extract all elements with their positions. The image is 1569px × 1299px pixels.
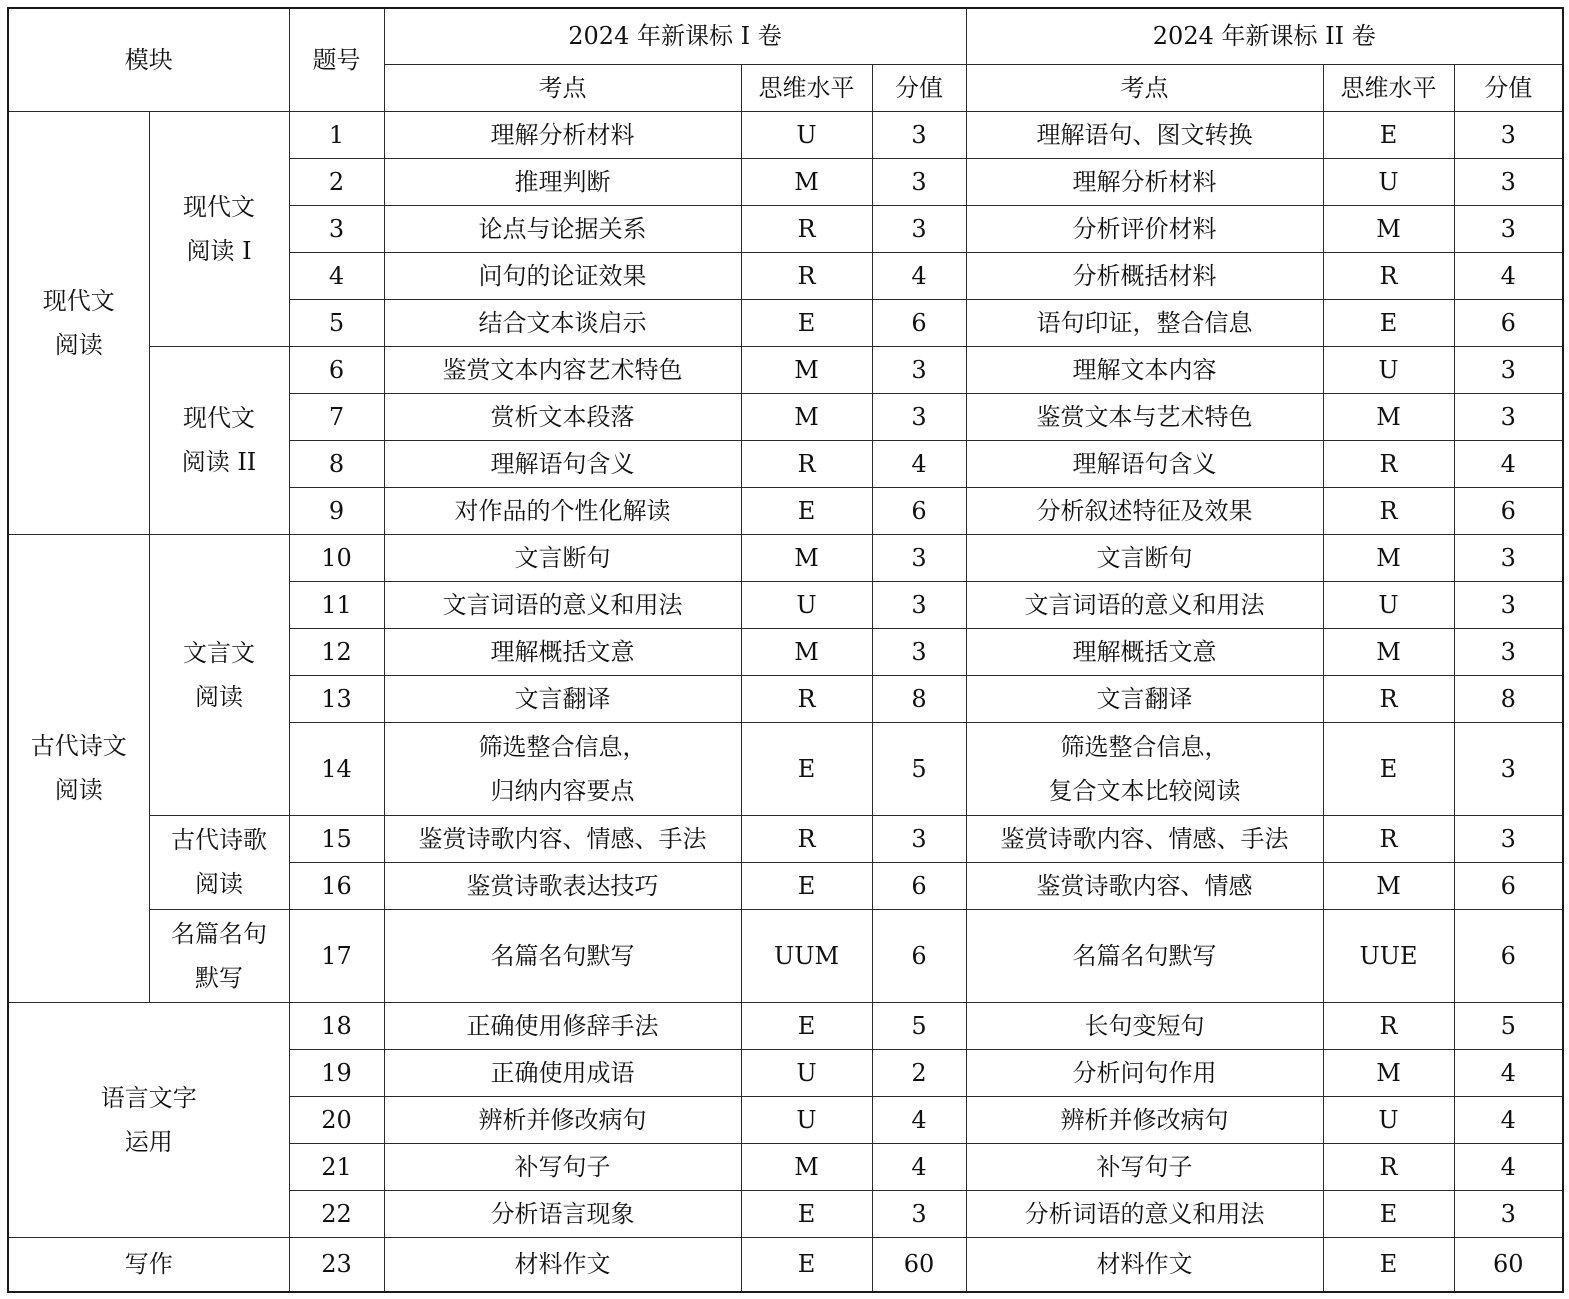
paper1-score: 6	[872, 862, 966, 909]
question-number: 23	[289, 1237, 384, 1292]
paper1-topic: 文言词语的意义和用法	[384, 581, 741, 628]
question-number: 14	[289, 722, 384, 815]
paper1-score: 3	[872, 815, 966, 862]
module-cell-m1b	[149, 346, 289, 534]
paper2-score: 8	[1454, 675, 1563, 722]
module-label-line-1: 现代文	[183, 192, 255, 221]
paper2-score: 4	[1454, 440, 1563, 487]
paper1-topic: 正确使用成语	[384, 1049, 741, 1096]
paper2-level: M	[1323, 205, 1454, 252]
paper1-score: 6	[872, 487, 966, 534]
table-row	[8, 1002, 1563, 1049]
paper2-score: 3	[1454, 581, 1563, 628]
table-wrapper	[7, 7, 1564, 1293]
paper1-level: U	[741, 1049, 872, 1096]
module-cell-m4	[8, 1237, 289, 1292]
paper2-level: M	[1323, 393, 1454, 440]
module-label-line-2: 阅读	[195, 682, 243, 711]
paper1-topic: 理解分析材料	[384, 111, 741, 158]
module-label-line-2: 阅读	[54, 776, 103, 804]
paper2-topic: 分析叙述特征及效果	[966, 487, 1323, 534]
paper2-topic: 分析评价材料	[966, 205, 1323, 252]
paper2-level: E	[1323, 111, 1454, 158]
paper1-level: E	[741, 1002, 872, 1049]
paper1-level: R	[741, 440, 872, 487]
module-label-line-2: 阅读 II	[181, 448, 257, 476]
paper1-level: R	[741, 815, 872, 862]
paper2-score: 3	[1454, 722, 1563, 815]
question-number: 20	[289, 1096, 384, 1143]
paper1-topic: 问句的论证效果	[384, 252, 741, 299]
paper2-level: R	[1323, 815, 1454, 862]
paper2-level: R	[1323, 675, 1454, 722]
paper1-score-header: 分值	[872, 64, 966, 111]
paper2-topic: 文言词语的意义和用法	[966, 581, 1323, 628]
paper2-score: 6	[1454, 299, 1563, 346]
paper1-score: 4	[872, 252, 966, 299]
paper2-level: R	[1323, 1002, 1454, 1049]
paper2-level: UUE	[1323, 909, 1454, 1002]
question-number: 11	[289, 581, 384, 628]
question-number: 4	[289, 252, 384, 299]
paper2-topic-header: 考点	[966, 64, 1323, 111]
paper2-score-header: 分值	[1454, 64, 1563, 111]
question-number: 1	[289, 111, 384, 158]
paper2-score: 3	[1454, 1190, 1563, 1237]
paper2-level: E	[1323, 722, 1454, 815]
paper1-topic: 鉴赏诗歌表达技巧	[384, 862, 741, 909]
paper2-score: 5	[1454, 1002, 1563, 1049]
paper1-topic: 文言翻译	[384, 675, 741, 722]
table-row	[8, 346, 1563, 393]
paper1-topic-header: 考点	[384, 64, 741, 111]
module-label-line-1: 现代文	[183, 404, 255, 432]
paper1-level: R	[741, 205, 872, 252]
paper2-level: R	[1323, 1143, 1454, 1190]
paper1-level: M	[741, 534, 872, 581]
paper2-topic-line-1: 筛选整合信息，	[1060, 732, 1229, 761]
module-header: 模块	[8, 8, 289, 111]
paper1-topic-line-2: 归纳内容要点	[490, 776, 635, 805]
paper1-score: 3	[872, 346, 966, 393]
paper2-topic: 文言翻译	[966, 675, 1323, 722]
paper2-topic: 材料作文	[966, 1237, 1323, 1292]
module-label-line-1: 现代文	[42, 286, 115, 315]
paper2-score: 3	[1454, 111, 1563, 158]
paper2-score: 3	[1454, 534, 1563, 581]
paper1-topic: 理解语句含义	[384, 440, 741, 487]
paper1-score: 3	[872, 111, 966, 158]
paper1-level: U	[741, 581, 872, 628]
paper2-level: E	[1323, 299, 1454, 346]
paper2-score: 4	[1454, 1049, 1563, 1096]
question-number: 18	[289, 1002, 384, 1049]
table-row	[8, 1237, 1563, 1292]
table-row	[8, 909, 1563, 1002]
paper1-level: U	[741, 111, 872, 158]
paper2-score: 60	[1454, 1237, 1563, 1292]
paper1-topic	[384, 722, 741, 815]
question-number: 9	[289, 487, 384, 534]
question-number: 21	[289, 1143, 384, 1190]
paper2-level: R	[1323, 487, 1454, 534]
paper2-level-header: 思维水平	[1323, 64, 1454, 111]
paper2-topic: 分析概括材料	[966, 252, 1323, 299]
paper2-topic: 鉴赏诗歌内容、情感、手法	[966, 815, 1323, 862]
paper1-score: 3	[872, 628, 966, 675]
paper1-level: E	[741, 487, 872, 534]
paper1-score: 3	[872, 1190, 966, 1237]
paper1-level: R	[741, 675, 872, 722]
question-number: 6	[289, 346, 384, 393]
module-cell-m1a	[149, 111, 289, 346]
paper2-topic: 理解分析材料	[966, 158, 1323, 205]
paper1-topic: 补写句子	[384, 1143, 741, 1190]
paper2-level: R	[1323, 252, 1454, 299]
paper1-score: 4	[872, 440, 966, 487]
paper1-score: 3	[872, 205, 966, 252]
paper2-topic: 语句印证，整合信息	[966, 299, 1323, 346]
paper1-score: 4	[872, 1096, 966, 1143]
paper1-score: 4	[872, 1143, 966, 1190]
paper1-level: R	[741, 252, 872, 299]
module-label-line-1: 文言文	[183, 638, 255, 667]
paper2-level: E	[1323, 1237, 1454, 1292]
paper2-level: M	[1323, 534, 1454, 581]
paper1-score: 3	[872, 158, 966, 205]
module-label-line-1: 名篇名句	[171, 919, 267, 948]
paper2-topic-line-2: 复合文本比较阅读	[1048, 776, 1241, 805]
module-label-line-1: 古代诗歌	[171, 826, 267, 854]
paper1-score: 3	[872, 534, 966, 581]
paper2-score: 4	[1454, 252, 1563, 299]
paper1-level: E	[741, 862, 872, 909]
paper1-topic: 赏析文本段落	[384, 393, 741, 440]
paper2-level: E	[1323, 1190, 1454, 1237]
question-no-header: 题号	[289, 8, 384, 111]
question-number: 22	[289, 1190, 384, 1237]
paper2-level: M	[1323, 1049, 1454, 1096]
paper2-score: 6	[1454, 487, 1563, 534]
module-label-line-2: 阅读	[195, 870, 243, 898]
module-cell-m2a	[149, 534, 289, 815]
paper1-level: E	[741, 1237, 872, 1292]
paper1-topic: 对作品的个性化解读	[384, 487, 741, 534]
paper2-topic: 长句变短句	[966, 1002, 1323, 1049]
paper1-score: 3	[872, 393, 966, 440]
paper1-score: 3	[872, 581, 966, 628]
paper2-level: U	[1323, 158, 1454, 205]
paper1-level: M	[741, 1143, 872, 1190]
paper2-level: U	[1323, 581, 1454, 628]
table-row	[8, 111, 1563, 158]
paper1-score: 60	[872, 1237, 966, 1292]
question-number: 17	[289, 909, 384, 1002]
paper1-level: E	[741, 299, 872, 346]
module-label-line-2: 阅读 I	[186, 236, 252, 265]
paper1-score: 5	[872, 1002, 966, 1049]
paper1-topic: 名篇名句默写	[384, 909, 741, 1002]
paper1-level: M	[741, 346, 872, 393]
paper1-level: E	[741, 1190, 872, 1237]
paper1-topic-line-1: 筛选整合信息，	[478, 732, 647, 761]
paper2-topic: 鉴赏文本与艺术特色	[966, 393, 1323, 440]
table-row	[8, 534, 1563, 581]
paper2-level: U	[1323, 1096, 1454, 1143]
paper1-topic: 鉴赏诗歌内容、情感、手法	[384, 815, 741, 862]
paper2-topic: 理解语句、图文转换	[966, 111, 1323, 158]
paper2-level: M	[1323, 628, 1454, 675]
paper2-topic: 辨析并修改病句	[966, 1096, 1323, 1143]
question-number: 19	[289, 1049, 384, 1096]
module-cell-m2b	[149, 815, 289, 909]
module-label-line-1: 写作	[124, 1250, 173, 1279]
paper1-score: 6	[872, 299, 966, 346]
question-number: 10	[289, 534, 384, 581]
paper1-topic: 鉴赏文本内容艺术特色	[384, 346, 741, 393]
module-cell-m2c	[149, 909, 289, 1002]
paper2-score: 4	[1454, 1096, 1563, 1143]
module-label-line-1: 语言文字	[100, 1083, 197, 1112]
paper1-level: M	[741, 628, 872, 675]
paper2-topic: 理解概括文意	[966, 628, 1323, 675]
paper2-score: 3	[1454, 393, 1563, 440]
paper1-score: 5	[872, 722, 966, 815]
paper1-topic: 论点与论据关系	[384, 205, 741, 252]
table-row	[8, 815, 1563, 862]
paper2-topic: 补写句子	[966, 1143, 1323, 1190]
module-cell-m2	[8, 534, 149, 1002]
paper1-topic: 分析语言现象	[384, 1190, 741, 1237]
paper2-header: 2024 年新课标 II 卷	[966, 8, 1563, 64]
question-number: 3	[289, 205, 384, 252]
module-label-line-1: 古代诗文	[30, 732, 127, 760]
paper2-topic: 理解文本内容	[966, 346, 1323, 393]
question-number: 13	[289, 675, 384, 722]
paper2-score: 4	[1454, 1143, 1563, 1190]
paper2-level: M	[1323, 862, 1454, 909]
paper1-header: 2024 年新课标 I 卷	[384, 8, 966, 64]
paper2-topic: 名篇名句默写	[966, 909, 1323, 1002]
paper2-score: 6	[1454, 909, 1563, 1002]
question-number: 16	[289, 862, 384, 909]
paper1-level: E	[741, 722, 872, 815]
paper1-score: 8	[872, 675, 966, 722]
question-number: 12	[289, 628, 384, 675]
paper1-topic: 材料作文	[384, 1237, 741, 1292]
question-number: 7	[289, 393, 384, 440]
paper2-topic: 文言断句	[966, 534, 1323, 581]
paper2-topic: 分析问句作用	[966, 1049, 1323, 1096]
paper1-level: U	[741, 1096, 872, 1143]
paper2-score: 3	[1454, 628, 1563, 675]
paper1-score: 2	[872, 1049, 966, 1096]
paper1-topic: 文言断句	[384, 534, 741, 581]
paper1-level: M	[741, 393, 872, 440]
paper1-score: 6	[872, 909, 966, 1002]
paper1-topic: 辨析并修改病句	[384, 1096, 741, 1143]
paper2-score: 3	[1454, 158, 1563, 205]
paper1-level-header: 思维水平	[741, 64, 872, 111]
paper1-topic: 结合文本谈启示	[384, 299, 741, 346]
exam-comparison-table	[7, 7, 1564, 1293]
question-number: 8	[289, 440, 384, 487]
paper1-topic: 推理判断	[384, 158, 741, 205]
paper1-level: UUM	[741, 909, 872, 1002]
module-cell-m3	[8, 1002, 289, 1237]
paper2-score: 6	[1454, 862, 1563, 909]
paper2-level: U	[1323, 346, 1454, 393]
paper2-score: 3	[1454, 815, 1563, 862]
module-label-line-2: 默写	[195, 963, 243, 992]
paper2-topic: 分析词语的意义和用法	[966, 1190, 1323, 1237]
question-number: 2	[289, 158, 384, 205]
header-row-1	[8, 8, 1563, 64]
paper2-topic: 鉴赏诗歌内容、情感	[966, 862, 1323, 909]
paper1-topic: 正确使用修辞手法	[384, 1002, 741, 1049]
paper2-score: 3	[1454, 346, 1563, 393]
question-number: 15	[289, 815, 384, 862]
module-label-line-2: 阅读	[54, 330, 103, 359]
paper2-topic	[966, 722, 1323, 815]
question-number: 5	[289, 299, 384, 346]
paper1-topic: 理解概括文意	[384, 628, 741, 675]
paper2-score: 3	[1454, 205, 1563, 252]
module-label-line-2: 运用	[124, 1127, 173, 1156]
paper2-topic: 理解语句含义	[966, 440, 1323, 487]
module-cell-m1	[8, 111, 149, 534]
paper1-level: M	[741, 158, 872, 205]
paper2-level: R	[1323, 440, 1454, 487]
